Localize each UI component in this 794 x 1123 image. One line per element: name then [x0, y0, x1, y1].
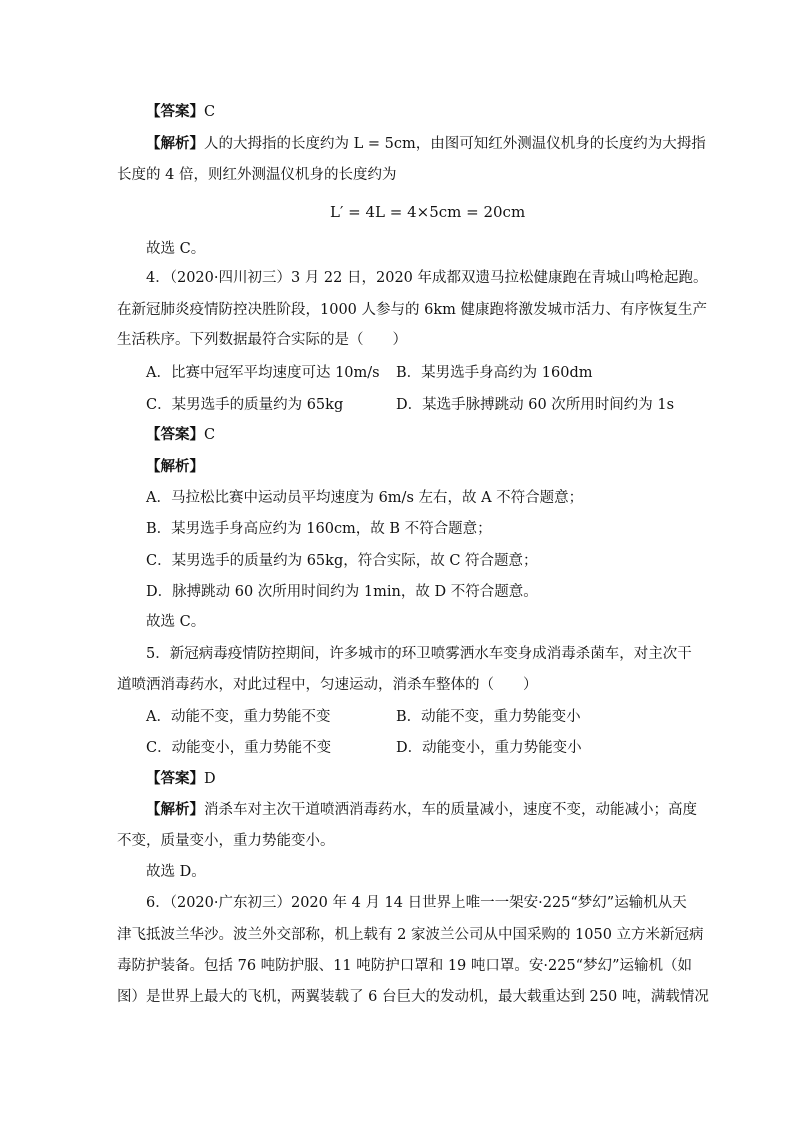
- question-4-stem-line1: 4．（2020·四川初三）3 月 22 日，2020 年成都双遗马拉松健康跑在青城山鸣枪起跑。: [146, 270, 708, 286]
- question-6-stem-line3: 毒防护装备。包括 76 吨防护服、11 吨防护口罩和 19 吨口罩。安·225“梦幻”运输机（如: [117, 958, 693, 974]
- analysis-label: 【解析】: [146, 801, 204, 818]
- question-4-option-b: B．某男选手身高约为 160dm: [396, 365, 593, 381]
- question-6-stem-line4: 图）是世界上最大的飞机，两翼装载了 6 台巨大的发动机，最大载重达到 250 吨，满载情况: [117, 989, 709, 1005]
- analysis-q5-line1: [146, 800, 697, 820]
- answer-q4: [146, 425, 215, 445]
- analysis-text: 消杀车对主次干道喷洒消毒药水，车的质量减小，速度不变，动能减小；高度: [204, 802, 697, 818]
- question-4-option-c: C．某男选手的质量约为 65kg: [146, 397, 344, 413]
- question-5-stem-line1: 5．新冠病毒疫情防控期间，许多城市的环卫喷雾洒水车变身成消毒杀菌车，对主次干: [146, 646, 692, 662]
- conclusion-q3: 故选 C。: [146, 241, 206, 257]
- analysis-q5-line2: 不变，质量变小，重力势能变小。: [117, 833, 335, 849]
- question-4-option-a: A．比赛中冠军平均速度可达 10m/s: [146, 365, 380, 381]
- answer-q5: [146, 769, 216, 789]
- question-4-stem-line2: 在新冠肺炎疫情防控决胜阶段，1000 人参与的 6km 健康跑将激发城市活力、有序恢复生产: [117, 302, 707, 318]
- question-5-option-c: C．动能变小，重力势能不变: [146, 740, 332, 756]
- question-6-stem-line1: 6．（2020·广东初三）2020 年 4 月 14 日世界上唯一一架安·225“梦幻”运输机从天: [146, 895, 687, 911]
- analysis-label: 【解析】: [146, 135, 204, 152]
- analysis-q3-line1: [146, 134, 706, 154]
- answer-label: 【答案】: [146, 426, 204, 443]
- analysis-q4-b: B．某男选手身高应约为 160cm，故 B 不符合题意；: [146, 521, 492, 537]
- answer-value: C: [204, 104, 216, 120]
- answer-label: 【答案】: [146, 770, 204, 787]
- answer-value: D: [204, 771, 216, 787]
- analysis-q3-line2: 长度的 4 倍，则红外测温仪机身的长度约为: [117, 167, 397, 183]
- question-5-option-d: D．动能变小，重力势能变小: [396, 740, 582, 756]
- analysis-q4-label: 【解析】: [146, 458, 204, 475]
- answer-value: C: [204, 427, 216, 443]
- question-6-stem-line2: 津飞抵波兰华沙。波兰外交部称，机上载有 2 家波兰公司从中国采购的 1050 立方米新冠病: [117, 927, 704, 943]
- answer-label: 【答案】: [146, 103, 204, 120]
- conclusion-q5: 故选 D。: [146, 864, 206, 880]
- analysis-text: 人的大拇指的长度约为 L = 5cm，由图可知红外测温仪机身的长度约为大拇指: [204, 136, 706, 152]
- formula-length: L′ = 4L = 4×5cm = 20cm: [330, 203, 526, 221]
- question-5-stem-line2: 道喷洒消毒药水，对此过程中，匀速运动，消杀车整体的（ ）: [117, 677, 538, 693]
- analysis-q4-d: D．脉搏跳动 60 次所用时间约为 1min，故 D 不符合题意。: [146, 584, 538, 600]
- conclusion-q4: 故选 C。: [146, 614, 206, 630]
- question-5-option-a: A．动能不变，重力势能不变: [146, 709, 331, 725]
- question-4-stem-line3: 生活秩序。下列数据最符合实际的是（ ）: [117, 332, 407, 348]
- question-5-option-b: B．动能不变，重力势能变小: [396, 709, 581, 725]
- analysis-q4-c: C．某男选手的质量约为 65kg，符合实际，故 C 符合题意；: [146, 553, 538, 569]
- question-4-option-d: D．某选手脉搏跳动 60 次所用时间约为 1s: [396, 397, 675, 413]
- answer-q3: [146, 102, 215, 122]
- analysis-q4-a: A．马拉松比赛中运动员平均速度为 6m/s 左右，故 A 不符合题意；: [146, 490, 584, 506]
